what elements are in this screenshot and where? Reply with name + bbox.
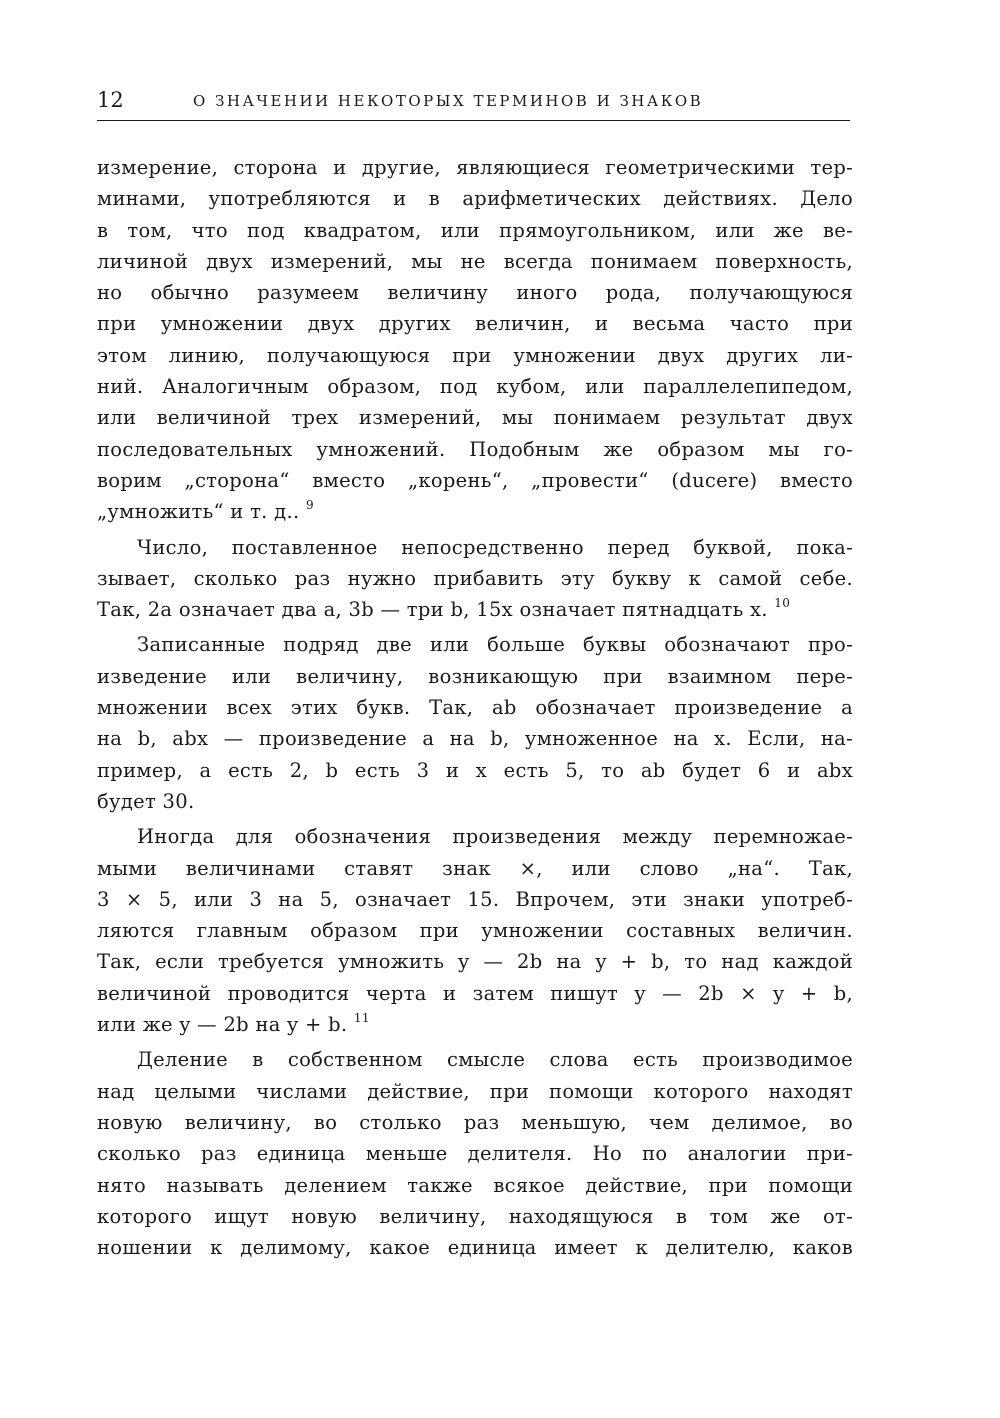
text-line: Иногда для обозначения произведения между перемножае- bbox=[137, 825, 853, 849]
text-line: Записанные подряд две или больше буквы обозначают про- bbox=[137, 633, 853, 657]
text-line: в том, что под квадратом, или прямоугольником, или же ве- bbox=[97, 218, 853, 242]
text-line: мыми величинами ставят знак ×, или слово „на“. Так, bbox=[97, 856, 853, 880]
text-line: этом линию, получающуюся при умножении двух других ли- bbox=[97, 343, 853, 367]
footnote-ref: 9 bbox=[305, 498, 314, 513]
text-line: будет 30. bbox=[97, 789, 195, 813]
footnote-ref: 10 bbox=[774, 596, 791, 611]
text-line: личиной двух измерений, мы не всегда понимаем поверхность, bbox=[97, 249, 853, 273]
running-title: О ЗНАЧЕНИИ НЕКОТОРЫХ ТЕРМИНОВ И ЗНАКОВ bbox=[193, 92, 704, 110]
text-line: измерение, сторона и другие, являющиеся геометрическими тер- bbox=[97, 156, 853, 179]
text-line: при умножении двух других величин, и весьма часто при bbox=[97, 312, 853, 336]
footnote-ref: 11 bbox=[353, 1011, 370, 1026]
text-line: зывает, сколько раз нужно прибавить эту букву к самой себе. bbox=[97, 566, 853, 590]
text-line: или же y — 2b на y + b. bbox=[97, 1013, 348, 1037]
text-line: ношении к делимому, какое единица имеет к делителю, каков bbox=[97, 1236, 853, 1260]
text-line-with-footnote bbox=[97, 1009, 853, 1040]
text-line: пример, a есть 2, b есть 3 и x есть 5, то ab будет 6 и abx bbox=[97, 758, 853, 782]
text-line: Так, 2a означает два a, 3b — три b, 15x означает пятнадцать x. bbox=[97, 598, 768, 622]
page-header bbox=[97, 88, 850, 121]
text-line: Так, если требуется умножить y — 2b на y + b, то над каждой bbox=[97, 950, 853, 974]
text-line: 3 × 5, или 3 на 5, означает 15. Впрочем, эти знаки употреб- bbox=[97, 887, 853, 911]
text-line: множении всех этих букв. Так, ab обозначает произведение a bbox=[97, 696, 853, 720]
text-line: Число, поставленное непосредственно перед буквой, пока- bbox=[137, 535, 853, 559]
text-line: минами, употребляются и в арифметических действиях. Дело bbox=[97, 187, 853, 211]
text-line: изведение или величину, возникающую при взаимном пере- bbox=[97, 664, 853, 688]
text-line: нято называть делением также всякое действие, при помощи bbox=[97, 1173, 853, 1197]
text-line: Деление в собственном смысле слова есть производимое bbox=[137, 1048, 853, 1072]
text-line: последовательных умножений. Подобным же образом мы го- bbox=[97, 437, 853, 461]
text-line-with-footnote bbox=[97, 496, 853, 527]
page-number: 12 bbox=[97, 88, 124, 112]
body-text bbox=[97, 152, 853, 1263]
text-line: которого ищут новую величину, находящуюся в том же от- bbox=[97, 1204, 853, 1228]
text-line: ворим „сторона“ вместо „корень“, „провести“ (ducere) вместо bbox=[97, 468, 853, 492]
text-line: над целыми числами действие, при помощи которого находят bbox=[97, 1079, 853, 1103]
text-line: величиной проводится черта и затем пишут y — 2b × y + b, bbox=[97, 981, 853, 1005]
text-line: но обычно разумеем величину иного рода, получающуюся bbox=[97, 281, 853, 305]
text-line: новую величину, во столько раз меньшую, чем делимое, во bbox=[97, 1110, 853, 1134]
text-line: ляются главным образом при умножении составных величин. bbox=[97, 919, 853, 943]
text-line-with-footnote bbox=[97, 594, 853, 625]
text-line: сколько раз единица меньше делителя. Но по аналогии при- bbox=[97, 1142, 853, 1166]
text-line: ний. Аналогичным образом, под кубом, или параллелепипедом, bbox=[97, 375, 853, 399]
text-line: или величиной трех измерений, мы понимаем результат двух bbox=[97, 406, 853, 430]
text-line: „умножить“ и т. д.. bbox=[97, 500, 300, 524]
text-line: на b, abx — произведение a на b, умноженное на x. Если, на- bbox=[97, 727, 853, 751]
